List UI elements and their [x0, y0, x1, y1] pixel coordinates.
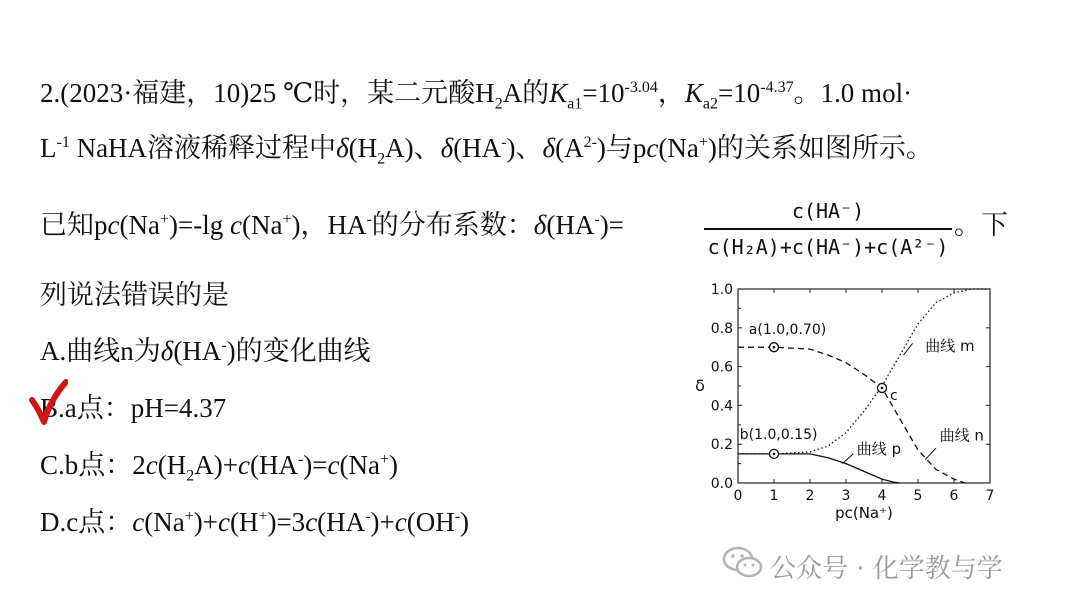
text: -	[221, 337, 227, 354]
x-tick-label: 6	[949, 488, 959, 504]
question-line-4	[40, 282, 229, 309]
text: L	[40, 133, 57, 163]
text: A)、	[385, 133, 441, 163]
y-tick-label: 1.0	[710, 282, 733, 298]
text: (H	[229, 507, 259, 537]
text: 已知p	[40, 210, 108, 240]
text: c	[132, 507, 145, 537]
x-tick-label: 5	[913, 488, 923, 504]
checkmark-icon	[28, 378, 68, 428]
text: (HA	[317, 507, 366, 537]
text: c	[646, 133, 659, 163]
text: 2	[186, 467, 195, 485]
text: )	[460, 507, 470, 537]
x-tick-label: 7	[985, 488, 995, 504]
fraction-numerator: c(HA⁻)	[791, 199, 865, 223]
y-tick-label: 0.0	[710, 476, 733, 492]
text: -	[594, 211, 600, 228]
text: )、	[506, 133, 543, 163]
text: C.b点：2	[40, 450, 146, 480]
x-tick-label: 1	[769, 488, 779, 504]
watermark-text: 公众号 · 化学教与学	[770, 554, 1003, 584]
text: -	[501, 134, 507, 151]
text: K	[549, 78, 568, 108]
y-tick-label: 0.6	[710, 359, 733, 376]
text: )+	[193, 507, 218, 537]
text: c	[394, 507, 407, 537]
text: )+	[370, 507, 395, 537]
text: 。1.0 mol·	[793, 78, 913, 108]
text: A)+	[194, 450, 238, 480]
option-a	[40, 338, 371, 365]
wechat-icon	[722, 545, 764, 581]
text: 。下	[954, 210, 1008, 240]
text: K	[684, 78, 703, 108]
text: (Na	[144, 507, 185, 537]
point-label: a(1.0,0.70)	[748, 322, 827, 339]
text: +	[282, 211, 292, 228]
option-c	[40, 450, 398, 485]
text: 的分布系数：	[371, 210, 534, 240]
text: )=-lg	[169, 210, 230, 240]
text: +	[698, 134, 708, 151]
y-tick-label: 0.2	[710, 437, 733, 454]
series-label-leader	[904, 343, 913, 355]
series-label: 曲线 p	[856, 439, 902, 458]
question-line-2	[40, 133, 933, 168]
x-tick-label: 3	[841, 488, 851, 504]
text: =10	[718, 78, 761, 108]
option-d	[40, 509, 469, 536]
text: δ	[160, 336, 174, 366]
text: -	[365, 508, 371, 525]
series-label: 曲线 n	[939, 426, 984, 445]
text: -4.37	[760, 79, 794, 96]
point-label: b(1.0,0.15)	[739, 426, 818, 443]
text: )的变化曲线	[226, 336, 371, 366]
text: c	[229, 210, 242, 240]
text: )与p	[596, 133, 647, 163]
text: )=	[599, 210, 624, 240]
text: (Na	[119, 210, 160, 240]
text: -1	[56, 134, 70, 151]
text: 2	[494, 95, 503, 113]
point-center	[773, 453, 776, 456]
text: δ	[440, 133, 454, 163]
text: c	[217, 507, 230, 537]
text: D.c点：	[40, 507, 133, 537]
text: c	[107, 210, 120, 240]
text: -	[366, 211, 372, 228]
text: 列说法错误的是	[40, 280, 229, 310]
text: (H	[348, 133, 378, 163]
question-line-3-end	[954, 212, 1008, 239]
text: (H	[157, 450, 187, 480]
text: -	[454, 508, 461, 525]
text: )=	[303, 450, 328, 480]
text: (HA	[173, 336, 222, 366]
text: )，HA	[291, 210, 367, 240]
series-label-leader	[842, 454, 853, 464]
text: (HA	[453, 133, 502, 163]
text: =10	[582, 78, 625, 108]
text: a1	[567, 95, 583, 113]
text: δ	[533, 210, 547, 240]
fraction-bar	[704, 228, 952, 230]
series-label-leader	[925, 448, 936, 460]
series-line	[738, 347, 965, 483]
x-tick-label: 2	[805, 488, 815, 504]
series-line	[738, 454, 900, 483]
text: )的关系如图所示。	[707, 133, 933, 163]
text: c	[327, 450, 340, 480]
text: A.曲线n为	[40, 336, 161, 366]
text: -	[297, 451, 304, 468]
x-tick-label: 4	[877, 488, 887, 504]
text: +	[184, 508, 194, 525]
text: (Na	[241, 210, 283, 240]
text: (Na	[658, 133, 699, 163]
x-tick-label: 0	[733, 488, 743, 504]
text: δ	[542, 133, 556, 163]
distribution-chart	[690, 275, 1010, 535]
question-line-1	[40, 78, 913, 113]
text: (HA	[546, 210, 595, 240]
text: +	[379, 451, 389, 468]
text: 2-	[583, 134, 597, 151]
text: c	[145, 450, 158, 480]
text: 2	[377, 150, 386, 168]
text: (HA	[249, 450, 298, 480]
text: ，	[657, 78, 685, 108]
text: +	[258, 508, 268, 525]
text: -3.04	[624, 79, 658, 96]
y-axis-label: δ	[695, 376, 705, 395]
text: +	[159, 211, 169, 228]
text: )=3	[267, 507, 306, 537]
text: (OH	[406, 507, 455, 537]
text: (Na	[339, 450, 380, 480]
text: c	[237, 450, 250, 480]
text: A的	[502, 78, 550, 108]
text: )	[389, 450, 398, 480]
text: NaHA溶液稀释过程中	[69, 133, 337, 163]
text: B.a点：pH=4.37	[40, 393, 227, 423]
fraction-denominator: c(H₂A)+c(HA⁻)+c(A²⁻)	[707, 235, 949, 259]
series-label: 曲线 m	[925, 337, 975, 356]
x-axis-label: pc(Na⁺)	[835, 504, 893, 522]
text: a2	[702, 95, 718, 113]
y-tick-label: 0.8	[710, 320, 733, 337]
text: (A	[555, 133, 584, 163]
point-center	[881, 387, 884, 390]
point-center	[773, 346, 776, 349]
point-label: c	[890, 387, 898, 404]
text: c	[305, 507, 318, 537]
text: 2.(2023·福建，10)25 ℃时，某二元酸H	[40, 78, 495, 108]
question-line-3	[40, 212, 624, 239]
text: δ	[336, 133, 349, 163]
y-tick-label: 0.4	[710, 398, 733, 415]
